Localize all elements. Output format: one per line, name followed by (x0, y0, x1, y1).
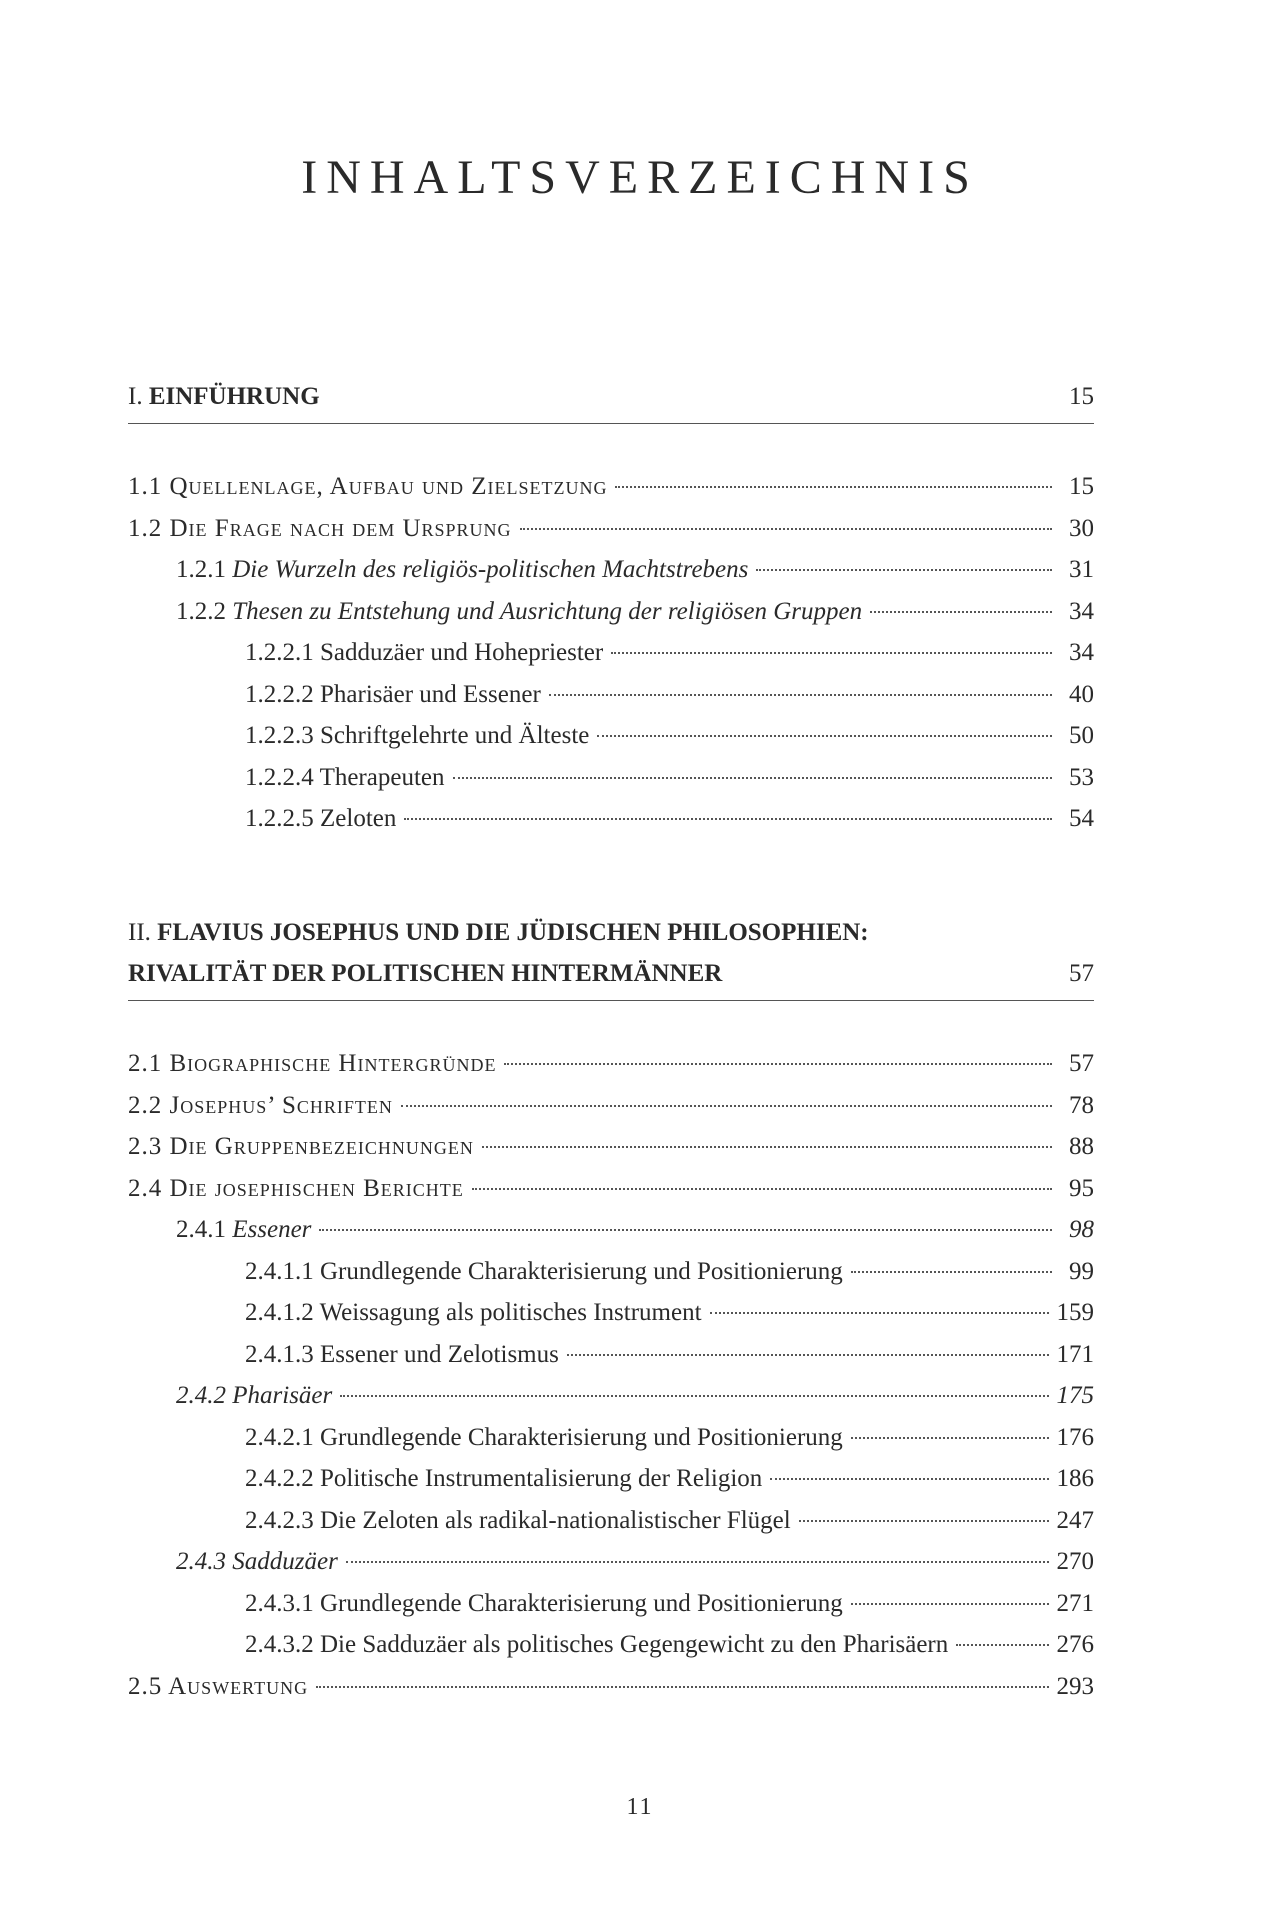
toc-entry (128, 1375, 1094, 1417)
toc-entry-page: 270 (1056, 1548, 1094, 1575)
toc-entry-number: 2.4.3 (176, 1548, 226, 1575)
toc-entry-number: 1.2.2.5 (245, 805, 314, 832)
toc-entry-label (245, 1583, 843, 1625)
section-heading-line (128, 376, 1034, 417)
toc-entry-label (176, 1541, 338, 1583)
toc-entry-page: 30 (1069, 514, 1094, 542)
toc-entry-number: 2.1 (128, 1050, 163, 1077)
toc-entry-page: 31 (1069, 556, 1094, 583)
toc-entry-number: 2.4.1.3 (245, 1340, 314, 1368)
toc-entry-page: 78 (1069, 1091, 1094, 1119)
section-heading (128, 912, 1094, 994)
toc-entry-page: 175 (1056, 1382, 1094, 1409)
toc-entry (128, 715, 1094, 757)
dot-leader (504, 1063, 1052, 1065)
toc-entry (128, 1417, 1094, 1459)
dot-leader (956, 1644, 1048, 1646)
toc-entry (128, 591, 1094, 633)
toc-entry-number: 2.4.1.2 (245, 1299, 314, 1326)
toc-entry (128, 1583, 1094, 1625)
toc-entry-label (245, 715, 589, 757)
page-title: INHALTSVERZEICHNIS (301, 151, 979, 204)
toc-entry (128, 798, 1094, 840)
toc-entry-title: Essener (232, 1216, 312, 1243)
toc-entry-page: 99 (1069, 1257, 1094, 1285)
toc-entry-number: 2.4.2.1 (245, 1423, 314, 1451)
toc-entry-title: Die josephischen Berichte (169, 1174, 464, 1202)
dot-leader (851, 1437, 1049, 1439)
toc-entry-page: 34 (1069, 597, 1094, 625)
toc-entry-title: Grundlegende Charakterisierung und Positionierung (320, 1589, 843, 1617)
dot-leader (611, 652, 1052, 654)
toc-entry-title: Grundlegende Charakterisierung und Positionierung (320, 1423, 843, 1451)
toc-entry-title: Grundlegende Charakterisierung und Positionierung (320, 1257, 843, 1285)
dot-leader (404, 818, 1052, 820)
toc-entry-title: Pharisäer (232, 1382, 333, 1409)
toc-entry (128, 1666, 1094, 1708)
toc-entry (128, 1126, 1094, 1168)
toc-entry-title: Thesen zu Entstehung und Ausrichtung der religiösen Gruppen (232, 597, 863, 625)
dot-leader (520, 528, 1052, 530)
dot-leader (401, 1105, 1052, 1107)
toc-entry-page: 276 (1056, 1631, 1094, 1658)
toc-entry-label (176, 549, 748, 591)
section-page: 15 (1069, 383, 1094, 410)
toc-section-1 (128, 376, 1094, 840)
section-rule (128, 423, 1094, 424)
dot-leader (316, 1686, 1048, 1688)
toc-entry-page: 40 (1069, 680, 1094, 708)
toc-entry-number: 1.2.2.2 (245, 680, 314, 708)
toc-entry-label (128, 466, 607, 508)
toc-entry-label (245, 1500, 791, 1542)
toc-entry-label (176, 1209, 311, 1251)
dot-leader (770, 1478, 1048, 1480)
toc-entry-label (128, 508, 512, 550)
toc-entry-page: 15 (1069, 473, 1094, 500)
toc-entry-number: 2.4.3.1 (245, 1589, 314, 1617)
toc-entry-label (128, 1168, 464, 1210)
toc-entry (128, 1168, 1094, 1210)
section-title: RIVALITÄT DER POLITISCHEN HINTERMÄNNER (128, 960, 723, 987)
toc-entry-label (176, 591, 862, 633)
toc-entry-title: Therapeuten (319, 763, 445, 791)
dot-leader (710, 1312, 1049, 1314)
toc-entry-number: 1.1 (128, 473, 163, 500)
toc-entry-number: 2.3 (128, 1133, 163, 1160)
toc-entry-page: 171 (1056, 1340, 1094, 1368)
toc-entry-page: 293 (1056, 1672, 1094, 1700)
toc-entry (128, 674, 1094, 716)
toc-entry-label (176, 1375, 332, 1417)
toc-entry-label (128, 1666, 308, 1708)
toc-entry-title: Die Zeloten als radikal-nationalistischer Flügel (320, 1506, 791, 1534)
dot-leader (799, 1520, 1049, 1522)
toc-entry-number: 1.2.2.1 (245, 639, 314, 666)
dot-leader (567, 1354, 1049, 1356)
toc-entry-list (128, 1043, 1094, 1707)
toc-entry-title: Pharisäer und Essener (320, 680, 541, 708)
toc-entry-page: 34 (1069, 639, 1094, 666)
toc-entry-page: 95 (1069, 1174, 1094, 1202)
toc-entry-number: 2.4 (128, 1174, 163, 1202)
toc-entry-title: Auswertung (168, 1672, 309, 1700)
toc-entry (128, 1251, 1094, 1293)
dot-leader (870, 611, 1052, 613)
toc-entry (128, 632, 1094, 674)
toc-entry-title: Weissagung als politisches Instrument (319, 1299, 702, 1326)
toc-entry-number: 2.5 (128, 1672, 163, 1700)
dot-leader (597, 735, 1052, 737)
toc-entry-number: 2.4.1 (176, 1216, 226, 1243)
section-title: EINFÜHRUNG (148, 383, 320, 410)
toc-entry-number: 1.2 (128, 514, 163, 542)
toc-entry-number: 2.4.3.2 (245, 1631, 314, 1658)
toc-entry (128, 1292, 1094, 1334)
toc-entry (128, 508, 1094, 550)
toc-entry-label (245, 1458, 762, 1500)
dot-leader (851, 1271, 1052, 1273)
section-heading (128, 376, 1094, 417)
toc-entry-number: 2.4.2.2 (245, 1465, 314, 1492)
toc-entry-title: Die Frage nach dem Ursprung (169, 514, 512, 542)
section-number: II. (128, 919, 151, 946)
dot-leader (340, 1395, 1048, 1397)
toc-entry (128, 1624, 1094, 1666)
toc-entry (128, 1458, 1094, 1500)
toc-entry-label (245, 798, 396, 840)
toc-entry-label (245, 1251, 843, 1293)
dot-leader (346, 1561, 1049, 1563)
toc-entry-title: Biographische Hintergründe (169, 1050, 497, 1077)
toc-entry-label (128, 1126, 474, 1168)
toc-entry-page: 176 (1056, 1423, 1094, 1451)
toc-entry-number: 1.2.1 (176, 556, 226, 583)
toc-entry-page: 54 (1069, 805, 1094, 832)
toc-entry-label (245, 674, 541, 716)
toc-entry-title: Schriftgelehrte und Älteste (320, 722, 590, 749)
toc-entry-label (245, 1624, 948, 1666)
dot-leader (549, 694, 1052, 696)
dot-leader (472, 1188, 1052, 1190)
toc-entry-title: Sadduzäer (232, 1548, 338, 1575)
toc-entry (128, 1541, 1094, 1583)
toc-entry-label (128, 1043, 496, 1085)
toc-entry-title: Die Sadduzäer als politisches Gegengewicht zu den Pharisäern (320, 1631, 949, 1658)
toc-entry-title: Politische Instrumentalisierung der Religion (320, 1465, 763, 1492)
toc-entry-page: 271 (1056, 1589, 1094, 1617)
toc-entry-number: 2.4.2 (176, 1382, 226, 1409)
toc-entry (128, 1085, 1094, 1127)
section-heading-line (128, 953, 1034, 994)
toc-entry-page: 53 (1069, 763, 1094, 791)
toc-entry (128, 549, 1094, 591)
toc-entry-title: Sadduzäer und Hohepriester (320, 639, 604, 666)
toc-entry-label (245, 1334, 559, 1376)
dot-leader (319, 1229, 1052, 1231)
toc-entry-title: Quellenlage, Aufbau und Zielsetzung (169, 473, 608, 500)
toc-entry-page: 88 (1069, 1133, 1094, 1160)
section-rule (128, 1000, 1094, 1001)
dot-leader (756, 569, 1052, 571)
section-title: FLAVIUS JOSEPHUS UND DIE JÜDISCHEN PHILOSOPHIEN: (157, 919, 869, 946)
toc-entry-number: 1.2.2 (176, 597, 226, 625)
dot-leader (482, 1146, 1052, 1148)
toc-entry-number: 2.2 (128, 1091, 163, 1119)
toc-entry-page: 50 (1069, 722, 1094, 749)
toc-entry-page: 159 (1056, 1299, 1094, 1326)
dot-leader (615, 486, 1052, 488)
toc-entry-label (245, 757, 445, 799)
toc-entry-page: 98 (1069, 1216, 1094, 1243)
toc-entry (128, 1209, 1094, 1251)
toc-entry-page: 247 (1056, 1506, 1094, 1534)
dot-leader (453, 777, 1053, 779)
toc-entry-title: Die Wurzeln des religiös-politischen Machtstrebens (232, 556, 749, 583)
toc-entry-title: Josephus’ Schriften (169, 1091, 393, 1119)
toc-entry-label (245, 632, 603, 674)
section-number: I. (128, 383, 143, 410)
toc-entry-page: 186 (1056, 1465, 1094, 1492)
toc-entry (128, 466, 1094, 508)
toc-entry-number: 2.4.1.1 (245, 1257, 314, 1285)
toc-entry-number: 2.4.2.3 (245, 1506, 314, 1534)
section-page: 57 (1069, 960, 1094, 987)
toc-section-2 (128, 912, 1094, 1707)
toc-entry-list (128, 466, 1094, 840)
section-heading-line (128, 912, 1034, 953)
toc-entry (128, 757, 1094, 799)
dot-leader (851, 1603, 1049, 1605)
toc-entry-label (245, 1292, 702, 1334)
toc-entry-title: Zeloten (320, 805, 397, 832)
toc-entry-number: 1.2.2.3 (245, 722, 314, 749)
toc-entry-label (245, 1417, 843, 1459)
toc-entry-label (128, 1085, 393, 1127)
toc-entry-page: 57 (1069, 1050, 1094, 1077)
toc-entry-number: 1.2.2.4 (245, 763, 314, 791)
toc-entry (128, 1334, 1094, 1376)
toc-entry-title: Die Gruppenbezeichnungen (169, 1133, 474, 1160)
toc-entry (128, 1500, 1094, 1542)
page-number: 11 (626, 1794, 654, 1820)
toc-entry-title: Essener und Zelotismus (320, 1340, 559, 1368)
toc-entry (128, 1043, 1094, 1085)
